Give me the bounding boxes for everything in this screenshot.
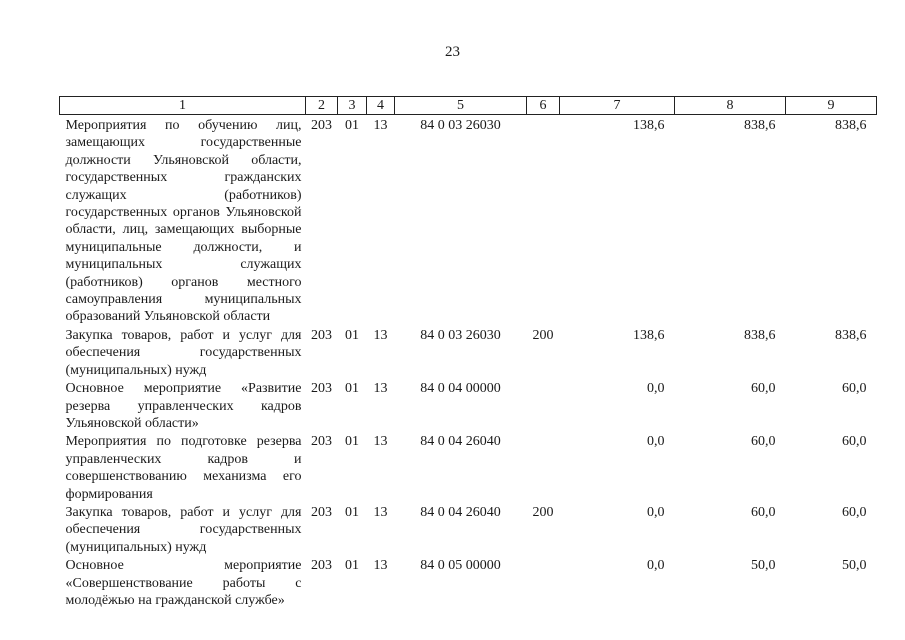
row-c2: 203 [311,327,332,343]
page-number: 23 [445,44,460,60]
table-row [60,504,877,557]
row-c5: 84 0 04 26040 [420,504,501,520]
row-c8: 60,0 [751,434,776,450]
row-c5: 84 0 04 26040 [420,434,501,450]
table-row [60,115,877,327]
row-c4: 13 [373,434,388,450]
row-c8: 50,0 [751,558,776,574]
header-col-2: 2 [306,97,338,115]
row-c7: 0,0 [647,381,665,397]
row-c7: 0,0 [647,558,665,574]
row-c7: 138,6 [633,327,665,343]
row-c9: 60,0 [842,381,867,397]
row-c7: 138,6 [633,118,665,133]
row-name: Основное мероприятие «Развитие резерва управленческих кадров Ульяновской области» [65,381,302,431]
header-col-6: 6 [527,97,560,115]
row-name: Мероприятия по обучению лиц, замещающих государственные должности Ульяновской области, государственных гражданских служащих (работников) государственных органов Ульяновской области, лиц, замещающих выборные муниципальные должности, и муниципальных служащих (работников) органов местного самоуправления муниципальных образований Ульяновской области [65,118,302,325]
header-col-9: 9 [786,97,877,115]
header-col-5: 5 [395,97,527,115]
header-col-7: 7 [560,97,675,115]
header-col-3: 3 [338,97,367,115]
row-c5: 84 0 05 00000 [420,558,501,574]
row-c6 [527,557,560,610]
row-c6 [527,380,560,433]
row-c9: 50,0 [842,558,867,574]
table-row [60,557,877,610]
table-row [60,327,877,380]
row-c6: 200 [532,504,554,520]
row-c5: 84 0 03 26030 [420,118,501,133]
row-c2: 203 [311,118,332,133]
row-c3: 01 [345,118,359,133]
row-c3: 01 [345,381,359,397]
row-c3: 01 [345,558,359,574]
header-col-8: 8 [675,97,786,115]
row-name: Закупка товаров, работ и услуг для обеспечения государственных (муниципальных) нужд [65,504,302,555]
row-c6: 200 [532,327,554,343]
table-row [60,380,877,433]
row-c3: 01 [345,434,359,450]
row-c2: 203 [311,504,332,520]
row-c9: 838,6 [835,118,867,133]
header-row [60,97,877,115]
budget-table [59,96,877,610]
row-c9: 60,0 [842,504,867,520]
row-c8: 838,6 [744,327,776,343]
row-c4: 13 [373,327,388,343]
row-c8: 60,0 [751,381,776,397]
row-c8: 60,0 [751,504,776,520]
row-c9: 60,0 [842,434,867,450]
row-c2: 203 [311,434,332,450]
row-c4: 13 [373,558,388,574]
row-c3: 01 [345,327,359,343]
row-c7: 0,0 [647,434,665,450]
row-name: Закупка товаров, работ и услуг для обеспечения государственных (муниципальных) нужд [65,327,302,378]
table-row [60,433,877,504]
row-c5: 84 0 04 00000 [420,381,501,397]
row-c4: 13 [373,381,388,397]
row-name: Основное мероприятие «Совершенствование работы с молодёжью на гражданской службе» [65,558,302,608]
row-c4: 13 [373,504,388,520]
row-c6 [527,433,560,504]
row-c3: 01 [345,504,359,520]
row-c7: 0,0 [647,504,665,520]
header-col-1: 1 [60,97,306,115]
row-c2: 203 [311,381,332,397]
row-c5: 84 0 03 26030 [420,327,501,343]
row-c9: 838,6 [835,327,867,343]
row-c8: 838,6 [744,118,776,133]
row-name: Мероприятия по подготовке резерва управленческих кадров и совершенствованию механизма его формирования [65,434,302,502]
row-c6 [527,115,560,327]
row-c2: 203 [311,558,332,574]
row-c4: 13 [373,118,388,133]
header-col-4: 4 [367,97,395,115]
